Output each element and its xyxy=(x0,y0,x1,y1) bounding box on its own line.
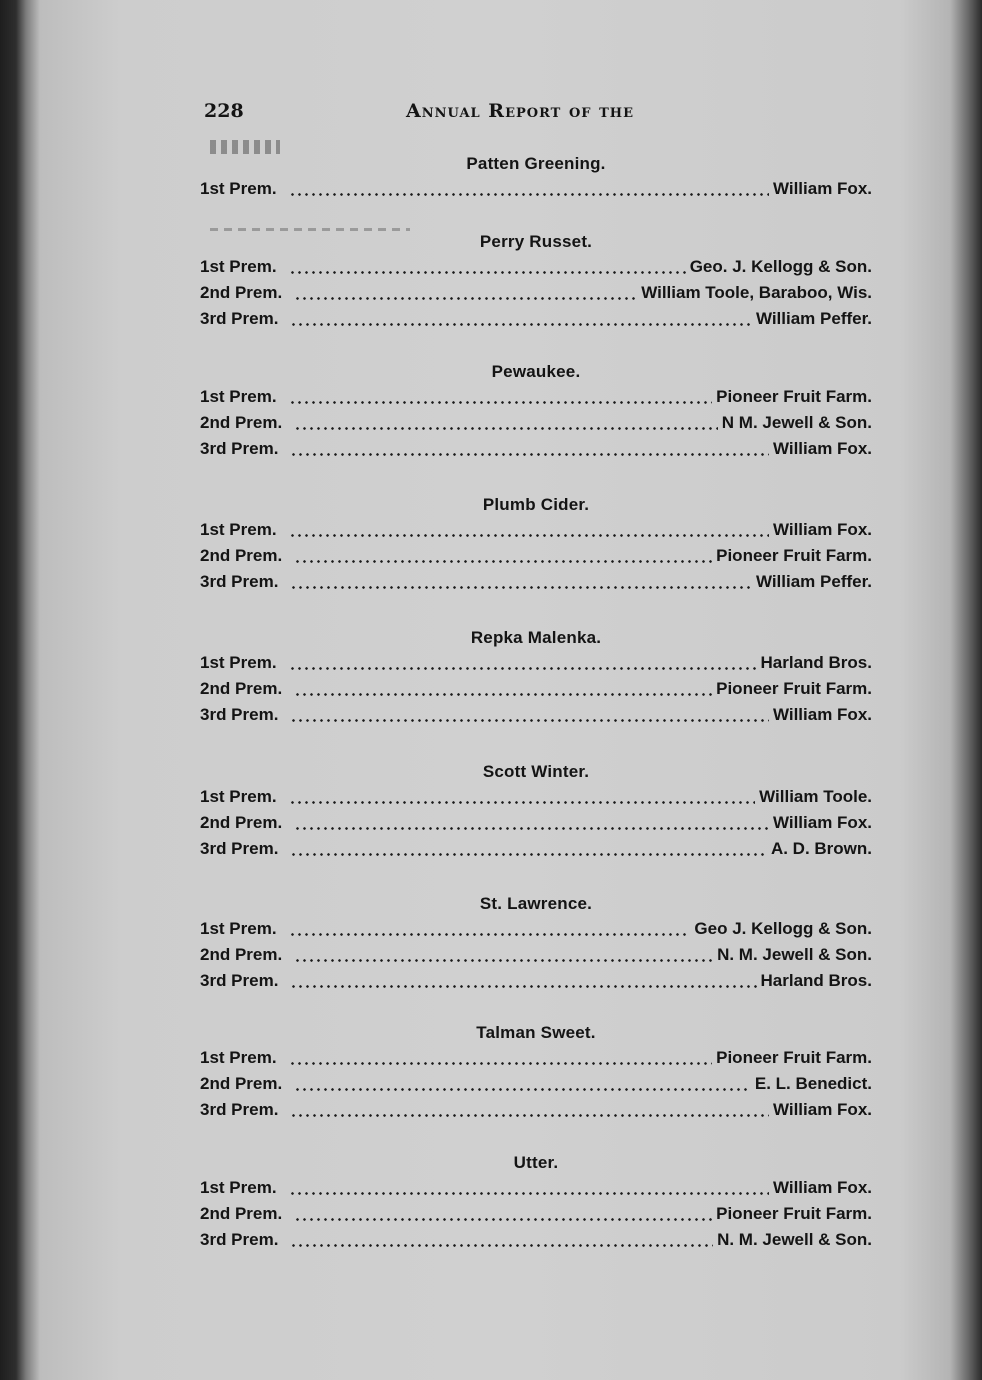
variety-title: Utter. xyxy=(513,1153,559,1172)
dot-leader xyxy=(294,1088,751,1091)
variety-section xyxy=(200,360,872,462)
premium-row xyxy=(200,1201,872,1227)
premium-row xyxy=(200,1045,872,1071)
premium-row xyxy=(200,384,872,410)
premium-row xyxy=(200,676,872,702)
premium-row xyxy=(200,650,872,676)
dot-leader xyxy=(289,271,686,274)
variety-title: Plumb Cider. xyxy=(482,495,590,514)
premium-winner: N M. Jewell & Son. xyxy=(721,413,872,432)
premium-rank: 1st Prem. xyxy=(200,653,277,672)
premium-winner: William Fox. xyxy=(772,1100,872,1119)
premium-winner: N. M. Jewell & Son. xyxy=(717,945,872,964)
premium-row xyxy=(200,916,872,942)
premium-winner: William Toole. xyxy=(759,787,872,806)
dot-leader xyxy=(289,401,713,404)
dot-leader xyxy=(294,693,712,696)
premium-winner: William Fox. xyxy=(772,705,872,724)
premium-rank: 3rd Prem. xyxy=(200,839,279,858)
variety-title: Repka Malenka. xyxy=(470,628,602,647)
premium-rank: 1st Prem. xyxy=(200,919,277,938)
premium-rank: 2nd Prem. xyxy=(200,813,283,832)
dot-leader xyxy=(290,1114,769,1117)
premium-row xyxy=(200,1175,872,1201)
premium-rank: 1st Prem. xyxy=(200,1178,277,1197)
premium-winner: A. D. Brown. xyxy=(770,839,872,858)
dot-leader xyxy=(294,560,712,563)
premium-winner: William Fox. xyxy=(772,813,872,832)
variety-section xyxy=(200,892,872,994)
dot-leader xyxy=(289,193,769,196)
premium-row xyxy=(200,836,872,862)
print-smudge xyxy=(210,140,280,154)
premium-winner: William Fox. xyxy=(772,179,872,198)
dot-leader xyxy=(289,667,757,670)
premium-winner: Pioneer Fruit Farm. xyxy=(716,546,872,565)
premium-row xyxy=(200,784,872,810)
premium-rank: 1st Prem. xyxy=(200,179,277,198)
premium-row xyxy=(200,942,872,968)
variety-section xyxy=(200,626,872,728)
premium-winner: William Peffer. xyxy=(755,572,872,591)
premium-rank: 3rd Prem. xyxy=(200,309,279,328)
premium-row xyxy=(200,810,872,836)
premium-row xyxy=(200,254,872,280)
premium-winner: William Toole, Baraboo, Wis. xyxy=(641,283,872,302)
dot-leader xyxy=(294,1218,712,1221)
dot-leader xyxy=(289,1192,769,1195)
variety-title: Pewaukee. xyxy=(491,362,581,381)
premium-row xyxy=(200,1227,872,1253)
premium-rank: 3rd Prem. xyxy=(200,971,279,990)
variety-section xyxy=(200,1151,872,1253)
premium-winner: Geo. J. Kellogg & Son. xyxy=(689,257,872,276)
premium-row xyxy=(200,517,872,543)
premium-rank: 3rd Prem. xyxy=(200,1230,279,1249)
variety-title: Perry Russet. xyxy=(479,232,593,251)
premium-rank: 1st Prem. xyxy=(200,387,277,406)
dot-leader xyxy=(294,427,718,430)
dot-leader xyxy=(290,586,752,589)
premium-rank: 3rd Prem. xyxy=(200,439,279,458)
premium-rank: 1st Prem. xyxy=(200,1048,277,1067)
premium-winner: William Fox. xyxy=(772,1178,872,1197)
premium-winner: Harland Bros. xyxy=(760,971,872,990)
premium-winner: Pioneer Fruit Farm. xyxy=(716,679,872,698)
dot-leader xyxy=(289,933,691,936)
premium-rank: 2nd Prem. xyxy=(200,945,283,964)
premium-rank: 3rd Prem. xyxy=(200,572,279,591)
premium-winner: William Fox. xyxy=(772,439,872,458)
premium-rank: 1st Prem. xyxy=(200,520,277,539)
premium-rank: 1st Prem. xyxy=(200,257,277,276)
dot-leader xyxy=(290,1244,713,1247)
premium-winner: Pioneer Fruit Farm. xyxy=(716,1048,872,1067)
dot-leader xyxy=(290,853,767,856)
premium-row xyxy=(200,1097,872,1123)
dot-leader xyxy=(289,801,756,804)
premium-row xyxy=(200,968,872,994)
premium-rank: 1st Prem. xyxy=(200,787,277,806)
variety-title: St. Lawrence. xyxy=(479,894,593,913)
dot-leader xyxy=(290,985,756,988)
premium-rank: 2nd Prem. xyxy=(200,679,283,698)
variety-section xyxy=(200,152,872,202)
page-number: 228 xyxy=(204,100,244,122)
premium-rank: 2nd Prem. xyxy=(200,283,283,302)
premium-winner: Geo J. Kellogg & Son. xyxy=(694,919,872,938)
premium-winner: N. M. Jewell & Son. xyxy=(717,1230,872,1249)
premium-winner: Pioneer Fruit Farm. xyxy=(716,1204,872,1223)
print-smudge xyxy=(210,228,410,231)
premium-row xyxy=(200,543,872,569)
variety-section xyxy=(200,1021,872,1123)
premium-row xyxy=(200,569,872,595)
dot-leader xyxy=(289,1062,713,1065)
dot-leader xyxy=(294,827,769,830)
premium-winner: E. L. Benedict. xyxy=(754,1074,872,1093)
variety-section xyxy=(200,760,872,862)
variety-title: Scott Winter. xyxy=(482,762,590,781)
premium-row xyxy=(200,176,872,202)
dot-leader xyxy=(289,534,769,537)
premium-row xyxy=(200,436,872,462)
dot-leader xyxy=(294,959,713,962)
premium-row xyxy=(200,280,872,306)
dot-leader xyxy=(294,297,637,300)
premium-row xyxy=(200,410,872,436)
premium-winner: William Fox. xyxy=(772,520,872,539)
dot-leader xyxy=(290,323,752,326)
premium-rank: 2nd Prem. xyxy=(200,1204,283,1223)
premium-row xyxy=(200,702,872,728)
premium-rank: 2nd Prem. xyxy=(200,546,283,565)
premium-rank: 3rd Prem. xyxy=(200,1100,279,1119)
document-page xyxy=(200,0,872,1380)
dot-leader xyxy=(290,719,769,722)
variety-section xyxy=(200,493,872,595)
premium-row xyxy=(200,306,872,332)
premium-winner: Harland Bros. xyxy=(760,653,872,672)
premium-row xyxy=(200,1071,872,1097)
premium-rank: 3rd Prem. xyxy=(200,705,279,724)
premium-rank: 2nd Prem. xyxy=(200,413,283,432)
variety-title: Patten Greening. xyxy=(466,154,606,173)
page-header xyxy=(202,100,872,126)
premium-rank: 2nd Prem. xyxy=(200,1074,283,1093)
dot-leader xyxy=(290,453,769,456)
running-head: Annual Report of the xyxy=(406,100,634,122)
premium-winner: William Peffer. xyxy=(755,309,872,328)
variety-title: Talman Sweet. xyxy=(476,1023,596,1042)
variety-section xyxy=(200,230,872,332)
premium-winner: Pioneer Fruit Farm. xyxy=(716,387,872,406)
